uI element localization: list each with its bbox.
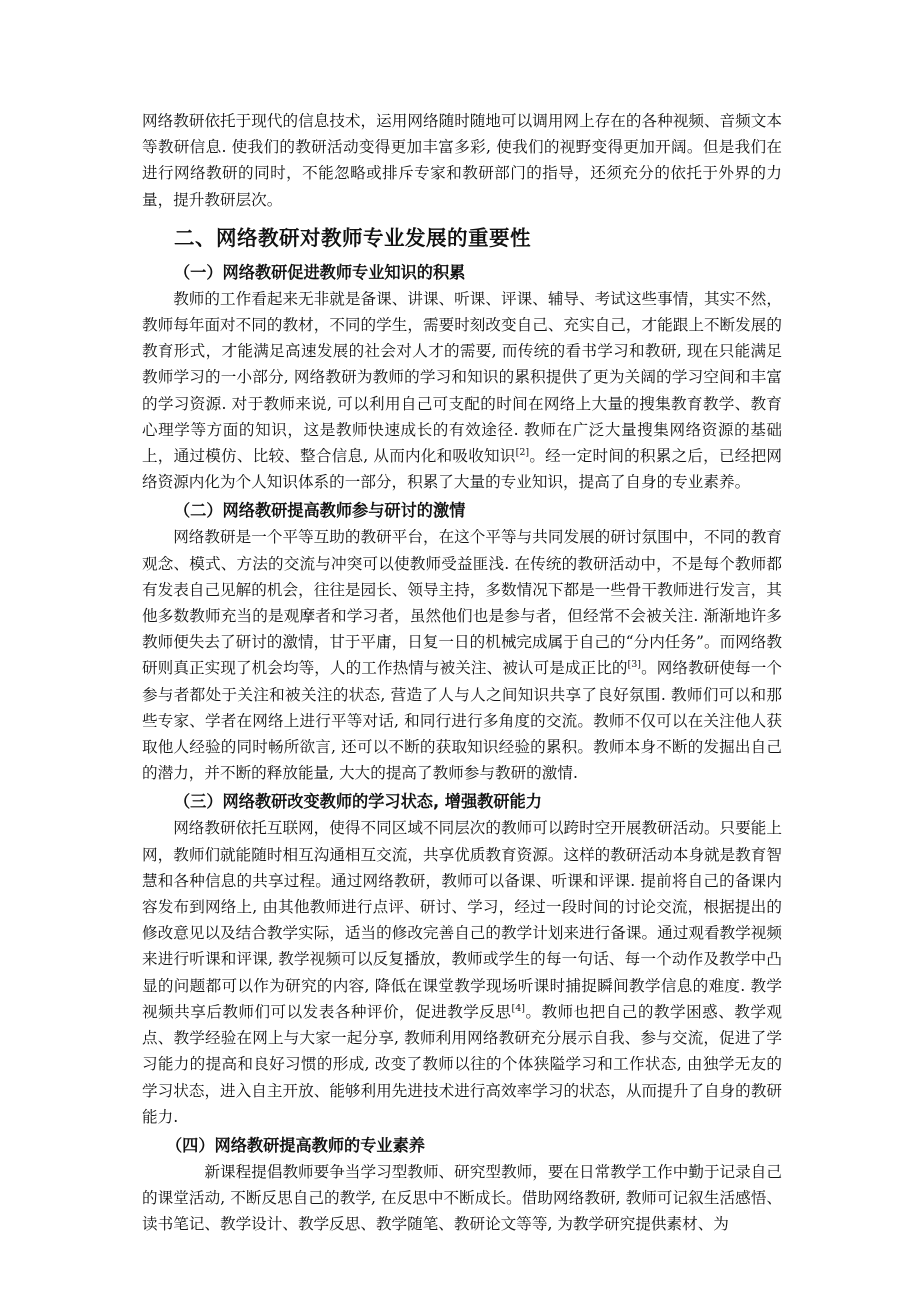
subsection-2-paragraph [142,524,782,786]
subsection-1-title: （一）网络教研促进教师专业知识的积累 [174,262,466,282]
subsection-3-text-after: 。教师也把自己的教学困惑、教学观点、教学经验在网上与大家一起分享, 教师利用网络教研充分展示自我、参与交流，促进了学习能力的提高和良好习惯的形成, 改变了教师以往的个体狭隘学习和工作状态, 由独学无友的学习状态，进入自主开放、能够利用先进技术进行高效率学习的状态，从而提升了自身的教研能力. [142,1002,782,1126]
subsection-2-title: （二）网络教研提高教师参与研讨的激情 [174,501,466,521]
citation-4: [4] [511,1002,525,1014]
subsection-2-text-after: 。网络教研使每一个参与者都处于关注和被关注的状态, 营造了人与人之间知识共享了良好氛围. 教师们可以和那些专家、学者在网络上进行平等对话, 和同行进行多角度的交流。教师不仅可以在关注他人获取他人经验的同时畅所欲言, 还可以不断的获取知识经验的累积。教师本身不断的发掘出自己的潜力，并不断的释放能量, 大大的提高了教师参与教研的激情. [142,659,782,783]
citation-3: [3] [627,659,642,671]
subsection-1-text: 教师的工作看起来无非就是备课、讲课、听课、评课、辅导、考试这些事情，其实不然，教师每年面对不同的教材，不同的学生，需要时刻改变自己、充实自己，才能跟上不断发展的教育形式，才能满足高速发展的社会对人才的需要, 而传统的看书学习和教研, 现在只能满足教师学习的一小部分, 网络教研为教师的学习和知识的累积提供了更为关阔的学习空间和丰富的学习资源. 对于教师来说, 可以利用自己可支配的时间在网络上大量的搜集教育教学、教育心理学等方面的知识，这是教师快速成长的有效途径. 教师在广泛大量搜集网络资源的基础上，通过模仿、比较、整合信息, 从而内化和吸收知识 [142,289,782,466]
subsection-1-paragraph [142,286,782,496]
subsection-4-paragraph: 新课程提倡教师要争当学习型教师、研究型教师，要在日常教学工作中勤于记录自己的课堂活动, 不断反思自己的教学, 在反思中不断成长。借助网络教研, 教师可记叙生活感悟、读书笔记、教学设计、教学反思、教学随笔、教研论文等等, 为教学研究提供素材、为 [142,1162,782,1234]
document-body [142,108,782,1238]
subsection-4-title: （四）网络教研提高教师的专业素养 [166,1135,425,1155]
citation-2: [2] [515,447,530,459]
subsection-3-paragraph [142,815,782,1129]
subsection-2-text: 网络教研是一个平等互助的教研平台，在这个平等与共同发展的研讨氛围中，不同的教育观念、模式、方法的交流与冲突可以使教师受益匪浅. 在传统的教研活动中，不是每个教师都有发表自己见解的机会，往往是园长、领导主持，多数情况下都是一些骨干教师进行发言，其他多数教师充当的是观摩者和学习者，虽然他们也是参与者，但经常不会被关注. 渐渐地许多教师便失去了研讨的激情，甘于平庸，日复一日的机械完成属于自己的“分内任务”。而网络教研则真正实现了机会均等，人的工作热情与被关注、被认可是成正比的 [142,528,782,678]
subsection-3-title: （三）网络教研改变教师的学习状态, 增强教研能力 [174,792,542,812]
section-title: 二、网络教研对教师专业发展的重要性 [174,225,531,250]
subsection-3-text: 网络教研依托互联网，使得不同区域不同层次的教师可以跨时空开展教研活动。只要能上网，教师们就能随时相互沟通相互交流，共享优质教育资源。这样的教研活动本身就是教育智慧和各种信息的共享过程。通过网络教研，教师可以备课、听课和评课. 提前将自己的备课内容发布到网络上, 由其他教师进行点评、研讨、学习，经过一段时间的讨论交流，根据提出的修改意见以及结合教学实际，适当的修改完善自己的教学计划来进行备课。通过观看教学视频来进行听课和评课, 教学视频可以反复播放，教师或学生的每一句话、每一个动作及教学中凸显的问题都可以作为研究的内容, 降低在课堂教学现场听课时捕捉瞬间教学信息的难度. 教学视频共享后教师们可以发表各种评价，促进教学反思 [142,819,782,1021]
intro-paragraph: 网络教研依托于现代的信息技术，运用网络随时随地可以调用网上存在的各种视频、音频文本等教研信息. 使我们的教研活动变得更加丰富多彩, 使我们的视野变得更加开阔。但是我们在进行网络教研的同时，不能忽略或排斥专家和教研部门的指导，还须充分的依托于外界的力量，提升教研层次。 [142,112,782,209]
subsection-1-text-after: 。经一定时间的积累之后，已经把网络资源内化为个人知识体系的一部分，积累了大量的专业知识，提高了自身的专业素养。 [142,447,782,492]
